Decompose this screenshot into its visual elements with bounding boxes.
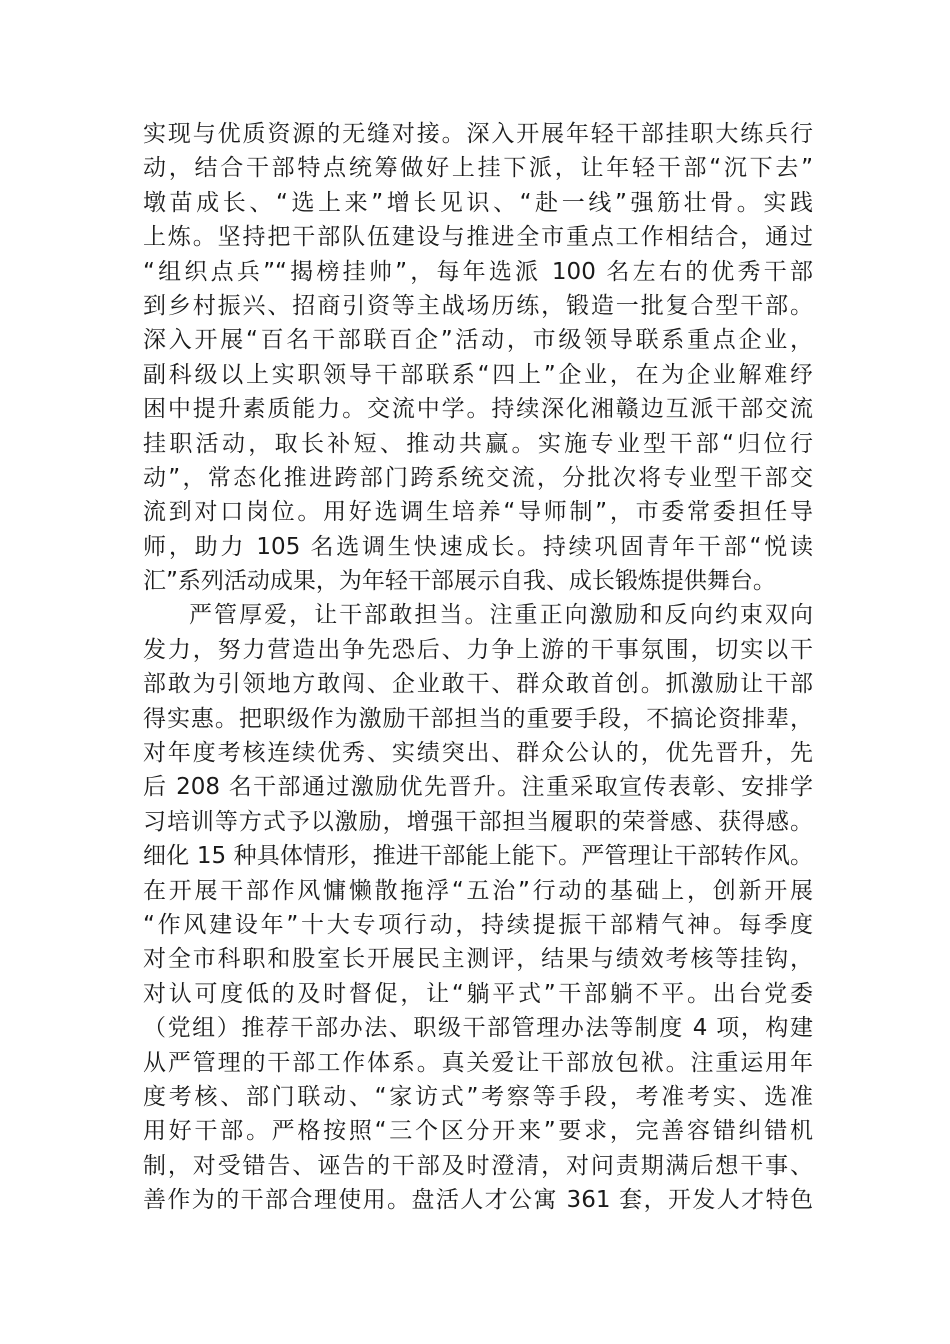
text-line: 在开展干部作风慵懒散拖浮“五治”行动的基础上，创新开展 xyxy=(143,877,813,904)
text-line: 从严管理的干部工作体系。真关爱让干部放包袱。注重运用年 xyxy=(143,1049,813,1076)
text-line: 得实惠。把职级作为激励干部担当的重要手段，不搞论资排辈， xyxy=(143,705,813,732)
text-line: 对认可度低的及时督促，让“躺平式”干部躺不平。出台党委 xyxy=(143,980,813,1007)
text-line: 对年度考核连续优秀、实绩突出、群众公认的，优先晋升，先 xyxy=(143,740,813,767)
text-line: 到乡村振兴、招商引资等主战场历练，锻造一批复合型干部。 xyxy=(143,292,813,319)
text-line: 细化 15 种具体情形，推进干部能上能下。严管理让干部转作风。 xyxy=(143,843,813,870)
text-line: 制，对受错告、诬告的干部及时澄清，对问责期满后想干事、 xyxy=(143,1152,813,1179)
text-line: 流到对口岗位。用好选调生培养“导师制”，市委常委担任导 xyxy=(143,499,813,526)
text-line: 动”，常态化推进跨部门跨系统交流，分批次将专业型干部交 xyxy=(143,464,813,491)
text-line: 深入开展“百名干部联百企”活动，市级领导联系重点企业， xyxy=(143,327,813,354)
text-line: 墩苗成长、“选上来”增长见识、“赴一线”强筋壮骨。实践 xyxy=(143,189,813,216)
paragraph-end-line: 汇”系列活动成果，为年轻干部展示自我、成长锻炼提供舞台。 xyxy=(143,568,776,595)
text-line: 习培训等方式予以激励，增强干部担当履职的荣誉感、获得感。 xyxy=(143,808,813,835)
text-line: 师，助力 105 名选调生快速成长。持续巩固青年干部“悦读 xyxy=(143,533,813,560)
text-line: 度考核、部门联动、“家访式”考察等手段，考准考实、选准 xyxy=(143,1083,813,1110)
text-line: 对全市科职和股室长开展民主测评，结果与绩效考核等挂钩， xyxy=(143,946,813,973)
text-line: 动，结合干部特点统筹做好上挂下派，让年轻干部“沉下去” xyxy=(143,155,813,182)
text-line: 后 208 名干部通过激励优先晋升。注重采取宣传表彰、安排学 xyxy=(143,774,813,801)
text-line: 副科级以上实职领导干部联系“四上”企业，在为企业解难纾 xyxy=(143,361,813,388)
body-text xyxy=(143,117,813,1218)
text-line: 上炼。坚持把干部队伍建设与推进全市重点工作相结合，通过 xyxy=(143,224,813,251)
text-line: 发力，努力营造出争先恐后、力争上游的干事氛围，切实以干 xyxy=(143,636,813,663)
text-line: “作风建设年”十大专项行动，持续提振干部精气神。每季度 xyxy=(143,911,813,938)
text-line: 部敢为引领地方敢闯、企业敢干、群众敢首创。抓激励让干部 xyxy=(143,671,813,698)
text-line: （党组）推荐干部办法、职级干部管理办法等制度 4 项，构建 xyxy=(143,1015,813,1042)
text-line: 困中提升素质能力。交流中学。持续深化湘赣边互派干部交流 xyxy=(143,396,813,423)
text-line: 善作为的干部合理使用。盘活人才公寓 361 套，开发人才特色 xyxy=(143,1187,813,1214)
text-line: 实现与优质资源的无缝对接。深入开展年轻干部挂职大练兵行 xyxy=(143,121,813,147)
text-line: 挂职活动，取长补短、推动共赢。实施专业型干部“归位行 xyxy=(143,430,813,457)
text-line: 用好干部。严格按照“三个区分开来”要求，完善容错纠错机 xyxy=(143,1118,813,1145)
text-line: “组织点兵”“揭榜挂帅”，每年选派 100 名左右的优秀干部 xyxy=(143,258,813,285)
paragraph-start-line: 严管厚爱，让干部敢担当。注重正向激励和反向约束双向 xyxy=(189,602,813,629)
